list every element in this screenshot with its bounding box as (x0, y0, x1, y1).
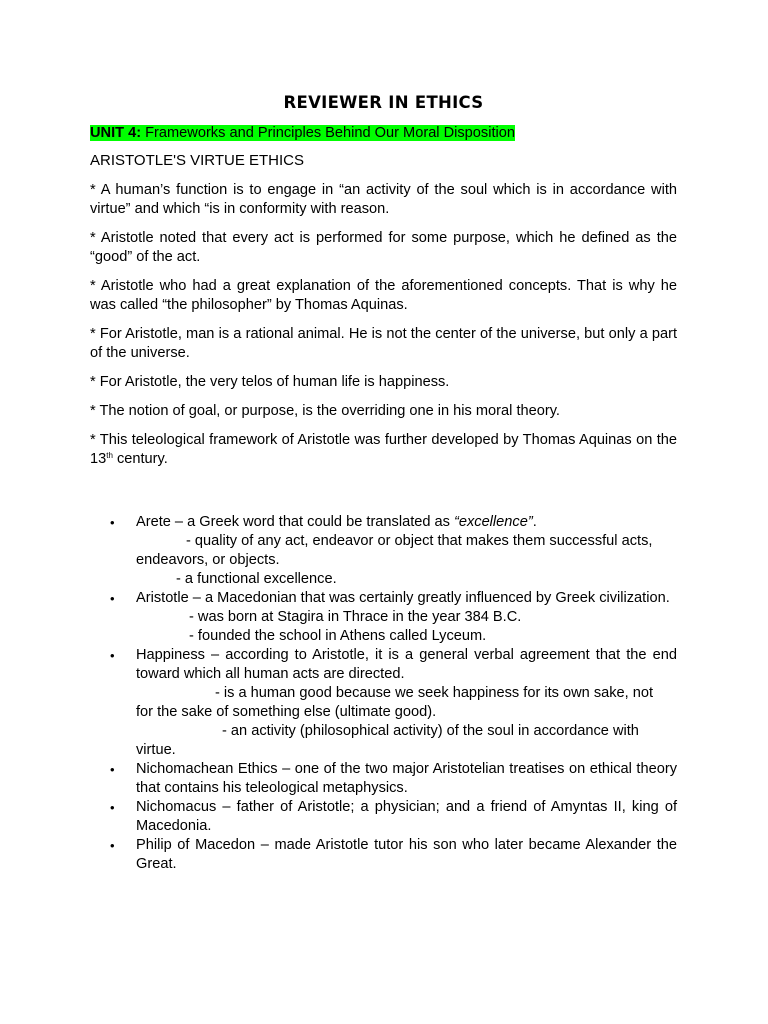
unit-label: UNIT 4: (90, 125, 142, 141)
bullet-icon: • (110, 515, 115, 530)
paragraph-goal: * The notion of goal, or purpose, is the overriding one in his moral theory. (90, 403, 560, 419)
arete-main: Arete – a Greek word that could be translated as (136, 514, 454, 530)
aristotle-sub-born: - was born at Stagira in Thrace in the year 384 B.C. (189, 609, 522, 625)
bullet-icon: • (110, 648, 115, 663)
bullet-icon: • (110, 838, 115, 853)
list-item-nichomacus (90, 798, 677, 836)
list-item-happiness (90, 646, 677, 760)
paragraph-aquinas (90, 431, 677, 469)
nichomacus-text: Nichomacus – father of Aristotle; a physician; and a friend of Amyntas II, king of Macedonia. (136, 799, 677, 834)
paragraph-function: * A human’s function is to engage in “an activity of the soul which is in accordance with virtue” and which “is in conformity with reason. (90, 182, 677, 217)
paragraph-aquinas-text: * This teleological framework of Aristotle was further developed by Thomas Aquinas on the 13 (90, 432, 677, 467)
arete-sub-functional: - a functional excellence. (176, 571, 337, 587)
list-item-philip (90, 836, 677, 874)
happiness-main: Happiness – according to Aristotle, it is a general verbal agreement that the end toward which all human acts are directed. (136, 647, 677, 682)
unit-heading (90, 124, 677, 143)
paragraph-rational-animal: * For Aristotle, man is a rational animal. He is not the center of the universe, but only a part of the universe. (90, 326, 677, 361)
happiness-sub-activity: - an activity (philosophical activity) of the soul in accordance with (222, 723, 639, 739)
paragraph-telos: * For Aristotle, the very telos of human life is happiness. (90, 374, 450, 390)
document-content (90, 92, 677, 874)
happiness-sub-good-cont: for the sake of something else (ultimate good). (136, 704, 437, 720)
arete-emphasis: “excellence” (454, 514, 533, 530)
bullet-icon: • (110, 591, 115, 606)
list-item-arete (90, 513, 677, 589)
bullet-icon: • (110, 762, 115, 777)
bullet-icon: • (110, 800, 115, 815)
list-item-aristotle (90, 589, 677, 646)
unit-highlight (90, 125, 515, 141)
list-item-nichomachean (90, 760, 677, 798)
happiness-sub-good: - is a human good because we seek happiness for its own sake, not (215, 685, 654, 701)
paragraph-aquinas-end: century. (112, 451, 168, 467)
arete-sub-quality: - quality of any act, endeavor or object that makes them successful acts, (186, 533, 653, 549)
arete-sub-quality-cont: endeavors, or objects. (136, 552, 280, 568)
aristotle-sub-lyceum: - founded the school in Athens called Lyceum. (189, 628, 487, 644)
paragraph-purpose: * Aristotle noted that every act is performed for some purpose, which he defined as the “good” of the act. (90, 230, 677, 265)
nichomachean-text: Nichomachean Ethics – one of the two major Aristotelian treatises on ethical theory that contains his teleological metaphysics. (136, 761, 677, 796)
arete-period: . (532, 514, 537, 530)
bullet-list (90, 513, 677, 874)
section-heading: ARISTOTLE'S VIRTUE ETHICS (90, 152, 305, 169)
superscript-th: th (106, 451, 113, 460)
happiness-sub-activity-cont: virtue. (136, 742, 176, 758)
page-title: REVIEWER IN ETHICS (283, 93, 484, 112)
paragraph-philosopher: * Aristotle who had a great explanation of the aforementioned concepts. That is why he was called “the philosopher” by Thomas Aquinas. (90, 278, 677, 313)
aristotle-main: Aristotle – a Macedonian that was certainly greatly influenced by Greek civilization. (136, 590, 670, 606)
unit-text: Frameworks and Principles Behind Our Moral Disposition (141, 125, 515, 141)
philip-text: Philip of Macedon – made Aristotle tutor his son who later became Alexander the Great. (136, 837, 677, 872)
